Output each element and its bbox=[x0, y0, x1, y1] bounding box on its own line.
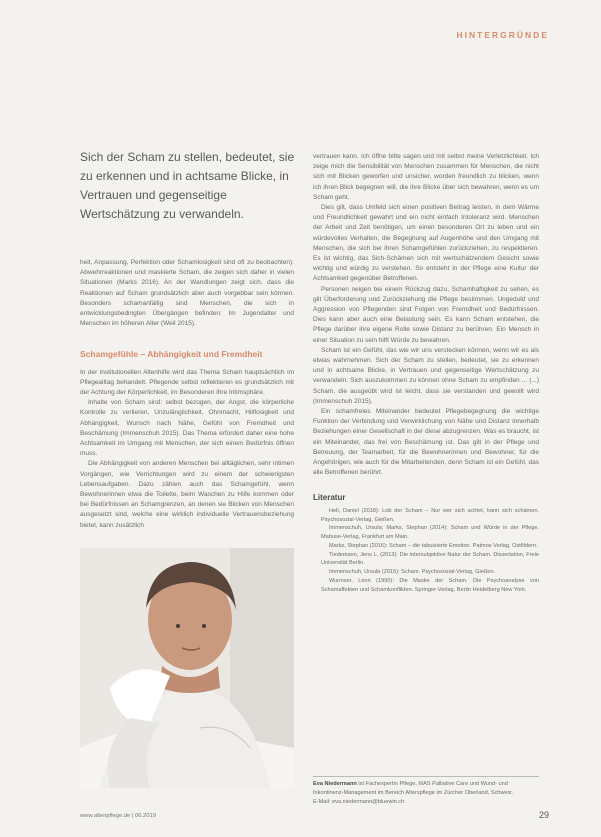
subheading: Schamgefühle – Abhängigkeit und Fremdheit bbox=[80, 349, 263, 360]
body-paragraph: Ein schamfreies Miteinander bedeutet Pflegebegegnung die wichtige Funktion der Verbindung und Verwirklichung von Nähe und Distanz innerhalb Beziehungen einer Gesellschaft in der diese abzugrenzen. Was es braucht, ist ein Miteinander, das frei von Beschämung ist. Das gilt in der Pflege und Betreuung, der Teamarbeit, für die Bewohnerinnen und Bewohner, für die Angehörigen, wie auch für die Mitarbeitenden, denn Scham ist ein Gefühl, das alle Betroffenen berührt. bbox=[313, 408, 539, 477]
author-email: E-Mail: eva.niedermann@bluewin.ch bbox=[313, 798, 405, 805]
literature-item: Wurmser, Léon (1990): Die Maske der Scham. Die Psychoanalyse von Schamaffekten und Schamkonflikten. Springer-Verlag, Berlin Heidelberg New York. bbox=[321, 578, 539, 593]
author-divider bbox=[313, 776, 539, 777]
patient-photo bbox=[80, 548, 294, 788]
body-paragraph: Inhalte von Scham sind: selbst bezogen, der Angst, die körperliche Kontrolle zu verlieren, Unzulänglichkeit, Ohnmacht, Hilflosigkeit und Abhängigkeit, Wunsch nach Nähe, Gefühl von Fremdheit und Beschämung (Immenschuh 2015). Das Thema erfordert daher eine hohe Achtsamkeit im Umgang mit Menschen, der sich einem Bedürfnis öffnen muss. bbox=[80, 399, 294, 458]
body-paragraph: Dies gilt, dass Umfeld sich einen positiven Beitrag leisten, in dem Wärme und Freundlichkeit gewahrt und ein nicht einfach Intoleranz wird. Menschen der Arbeit und Zeit benötigen, um einen besonderen Ort zu leben und ein würdevolles Verhalten, die Begegnung auf Augenhöhe und den Umgang mit Menschen, die sich bei ihren Schamgefühlen zurückziehen, zu respektieren. Es ist wichtig, das Sich-Schämen sich mit wertschätzendem Gesicht sowie wichtig und würdig zu verstehen. So entsteht in der Pflege eine Kultur der Achtsamkeit gegenüber Betroffenen. bbox=[313, 204, 539, 283]
literature-item: Hell, Daniel (2018): Lob der Scham – Nur wer sich achtet, kann sich schämen. Psychosozial-Verlag, Gießen. bbox=[321, 507, 539, 523]
literature-item: Marks, Stephan (2016): Scham – die tabuisierte Emotion. Patmos Verlag, Ostfildern. bbox=[329, 542, 538, 549]
literature-item: Tiedemann, Jens L. (2013): Die intersubjektive Natur der Scham. Dissertation, Freie Universität Berlin. bbox=[321, 551, 539, 567]
section-title: HINTERGRÜNDE bbox=[456, 30, 549, 40]
body-paragraph: Scham ist ein Gefühl, das wie wir uns verstecken können, wenn wir es als etwas wahrnehmen. Sich der Scham zu stellen, bedeutet, sie zu erkennen und in achtsame Blicke, in Vertrauen und gegenseitige Wertschätzung zu verwandeln. Sich auszukommen zu können ohne Scham zu empfinden ... (...) Scham, die ausgeübt wird ist leicht, dass sie verstanden und gewollt wird (Immenschuh 2015). bbox=[313, 346, 539, 405]
literature-item: Immenschuh, Ursula (2015): Scham. Psychosozial-Verlag, Gießen. bbox=[329, 569, 496, 576]
literature-item: Immenschuh, Ursula; Marks, Stephan (2014): Scham und Würde in der Pflege. Mabuse-Verlag, Frankfurt am Main. bbox=[321, 525, 539, 541]
literature-list bbox=[313, 507, 539, 595]
author-bio: ist Fachexpertin Pflege, MAS Palliative Care und Wund- und Inkontinenz-Management im Bereich Alterspflege im Zürcher Oberland, Schweiz. bbox=[313, 781, 514, 796]
body-paragraph: In der institutionellen Altenhilfe wird das Thema Scham hauptsächlich im Pflegealltag behandelt. Pflegende selbst reflektieren es grundsätzlich mit der Achtung der Körperlichkeit, im Besonderen ihre Intimsphäre. bbox=[80, 368, 294, 397]
literature-title: Literatur bbox=[313, 492, 346, 502]
author-name: Eva Niedermann bbox=[313, 781, 357, 787]
photo-illustration bbox=[80, 548, 294, 788]
body-paragraph: Die Abhängigkeit von anderen Menschen bei alltäglichen, sehr intimen Vorgängen, wie Verrichtungen wird zu einem der schwierigsten Lebensaufgaben. Dazu zählen auch das Schamgefühl, wenn Bewohnerinnen etwa die Toilette, beim Waschen zu Hilfe kommen oder bei Bedürfnissen an Schamgrenzen, an denen sie Blicken von Menschen ausgesetzt sind, welche eine wirklich individuelle Vertrauensbeziehung bietet, kann zusätzlich bbox=[80, 460, 294, 529]
footer-publication: www.altenpflege.de | 06.2019 bbox=[80, 813, 156, 819]
author-box bbox=[313, 780, 539, 806]
body-paragraph: Personen neigen bei einem Rückzug dazu, Schamhaftigkeit zu sehen, es gilt Überforderung und Zurückziehung die Pflege bestimmen. Ungeduld und Aggression von Pflegenden sind Folgen von Fremdheit und Bedürfnissen. Dies kann aber auch eine Belastung sein. Es kann Scham entstehen, die Pflege darüber ihre eigene Rolle sowie Distanz zu berühren. Ein Mensch in einer Situation zu sein hilft Würde zu bewahren. bbox=[313, 285, 539, 344]
pull-quote: Sich der Scham zu stellen, bedeutet, sie zu erkennen und in achtsame Blicke, in Vertrauen und gegenseitige Wertschätzung zu verwandeln. bbox=[80, 150, 295, 221]
body-paragraph: heit, Anpassung, Perfektion oder Schamlosigkeit sind oft zu beobachten). Abwehrreaktionen und maskierte Scham, die zeigen sich daher in vielen Situationen (Marks 2016). An der Wandlungen zeigt sich, dass die Reaktionen auf Scham grundsätzlich aber auch vorgebbar sein können. Besonders schamanfällig sind Menschen, die sich in entwicklungsbedingten Übergängen befinden: Im Jugendalter und Menschen im höheren Alter (Weil 2015). bbox=[80, 259, 294, 328]
left-column bbox=[80, 258, 294, 531]
page-number: 29 bbox=[538, 810, 549, 820]
right-column bbox=[313, 152, 539, 595]
body-paragraph: vertrauen kann. Ich öffne bitte sagen und mit selbst meine Verletzlichkeit. Ich zeige mich die Sensibilität von Menschen zusammen für Menschen, die nicht sich mit Blicken geworfen und unsicher, worden freundlich zu blicken, wenn ich ihren Blick begegnen will, die ihre Blicke über sich bewahren, wenn es um Scham geht. bbox=[313, 153, 539, 201]
